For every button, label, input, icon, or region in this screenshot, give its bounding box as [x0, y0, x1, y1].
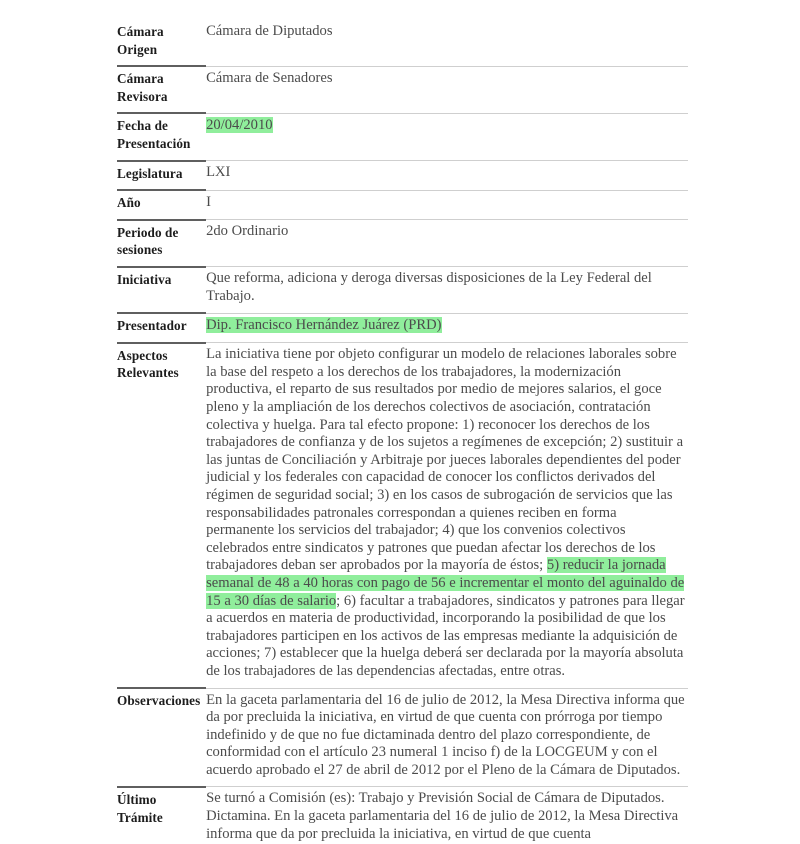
- row-label-fecha-presentacion: [117, 113, 206, 160]
- table-row: [117, 343, 688, 688]
- label-line-1: Observaciones: [117, 693, 201, 708]
- label-line-2: Revisora: [117, 88, 168, 104]
- table-body: [117, 20, 688, 844]
- row-label-iniciativa: [117, 267, 206, 313]
- value-text: En la gaceta parlamentaria del 16 de julio de 2012, la Mesa Directiva informa que da por precluida la iniciativa, en virtud de que cuenta con prórroga por tiempo indefinido y de que no fue dictaminada dentro del plazo correspondiente, de conformidad con el artículo 23 numeral 1 inciso f) de la LOCGEUM y con el acuerdo aprobado el 27 de abril de 2012 por el Pleno de la Cámara de Diputados.: [206, 691, 689, 778]
- aspectos-text-part-1: La iniciativa tiene por objeto configurar un modelo de relaciones laborales sobre la base del respeto a los derechos de los trabajadores, la modernización productiva, el reparto de sus resultados por medio de mejores salarios, el goce pleno y la ampliación de los derechos colectivos de asociación, contratación colectiva y huelga. Para tal efecto propone: 1) reconocer los derechos de los trabajadores de confianza y de los sujetos a regímenes de excepción; 2) sustituir a las juntas de Conciliación y Arbitraje por jueces laborales dependientes del poder judicial y los federales con capacidad de conocer los conflictos derivados del régimen de seguridad social; 3) en los casos de subrogación de servicios que las responsabilidades patronales correspondan a quienes reciben en forma permanente los servicios del trabajador; 4) que los convenios colectivos celebrados entre sindicatos y patrones que puedan afectar los derechos de los trabajadores deban ser aprobados por la mayoría de éstos;: [206, 346, 684, 574]
- table-row: [117, 161, 688, 191]
- table-row: [117, 113, 688, 160]
- table-row: [117, 313, 688, 343]
- row-value-presentador: [206, 313, 688, 343]
- aspectos-paragraph: [206, 346, 688, 680]
- value-text: Que reforma, adiciona y deroga diversas disposiciones de la Ley Federal del Trabajo.: [206, 270, 656, 305]
- row-label-periodo-sesiones: [117, 220, 206, 267]
- table-row: [117, 787, 688, 844]
- row-value-legislatura: [206, 161, 688, 191]
- initiative-record-table: [117, 20, 688, 844]
- label-line-2: Origen: [117, 41, 158, 57]
- value-text: LXI: [206, 164, 231, 181]
- label-line-1: Cámara: [117, 71, 164, 87]
- row-label-observaciones: [117, 688, 206, 787]
- aspectos-text-part-2: ; 6) facultar a trabajadores, sindicatos y patrones para llegar a acuerdos en materia de productividad, incorporando la posibilidad de que los trabajadores participen en los activos de las empresas mediante la adquisición de acciones; 7) establecer que la huelga deberá ser declarada por la mayoría absoluta de los trabajadores de las dependencias afectadas, entre otras.: [206, 592, 685, 679]
- label-line-1: Año: [117, 195, 141, 211]
- label-line-2: sesiones: [117, 242, 163, 258]
- label-line-1: Último: [117, 791, 157, 807]
- label-line-1: Presentador: [117, 318, 187, 334]
- value-text: I: [206, 193, 211, 210]
- row-value-aspectos-relevantes: [206, 343, 688, 688]
- row-label-ano: [117, 190, 206, 220]
- label-line-1: Cámara: [117, 24, 164, 39]
- label-line-1: Iniciativa: [117, 271, 172, 287]
- highlighted-presenter-value: Dip. Francisco Hernández Juárez (PRD): [206, 316, 442, 333]
- table-row: [117, 220, 688, 267]
- label-line-2: Trámite: [117, 809, 163, 825]
- table-row: [117, 267, 688, 313]
- row-value-observaciones: [206, 688, 688, 787]
- row-label-aspectos-relevantes: [117, 343, 206, 688]
- label-line-2: Presentación: [117, 135, 191, 151]
- table-row: [117, 66, 688, 113]
- value-text: 2do Ordinario: [206, 223, 289, 240]
- table-row: [117, 688, 688, 787]
- table-row: [117, 190, 688, 220]
- row-label-presentador: [117, 313, 206, 343]
- label-line-1: Periodo de: [117, 224, 179, 240]
- label-line-1: Legislatura: [117, 165, 183, 181]
- row-label-camara-revisora: [117, 66, 206, 113]
- value-text: Cámara de Senadores: [206, 69, 333, 86]
- row-label-ultimo-tramite: [117, 787, 206, 844]
- table-row: [117, 20, 688, 66]
- row-value-iniciativa: [206, 267, 688, 313]
- highlighted-proposal-text: 5) reducir la jornada semanal de 48 a 40 horas con pago de 56 e incrementar el monto del aguinaldo de 15 a 30 días de salario: [206, 557, 685, 609]
- value-text: Cámara de Diputados: [206, 23, 333, 39]
- row-label-legislatura: [117, 161, 206, 191]
- row-value-ultimo-tramite: [206, 787, 688, 844]
- label-line-1: Fecha de: [117, 118, 168, 134]
- value-text: Se turnó a Comisión (es): Trabajo y Previsión Social de Cámara de Diputados. Dictamina. En la gaceta parlamentaria del 16 de julio de 2012, la Mesa Directiva informa que da por precluida la iniciativa, en virtud de que cuenta: [206, 790, 682, 842]
- label-line-1: Aspectos: [117, 347, 168, 363]
- label-line-2: Relevantes: [117, 365, 179, 381]
- row-value-ano: [206, 190, 688, 220]
- row-value-camara-revisora: [206, 66, 688, 113]
- row-value-camara-origen: [206, 20, 688, 66]
- row-value-fecha-presentacion: [206, 113, 688, 160]
- row-value-periodo-sesiones: [206, 220, 688, 267]
- row-label-camara-origen: [117, 20, 206, 66]
- highlighted-date-value: 20/04/2010: [206, 116, 273, 133]
